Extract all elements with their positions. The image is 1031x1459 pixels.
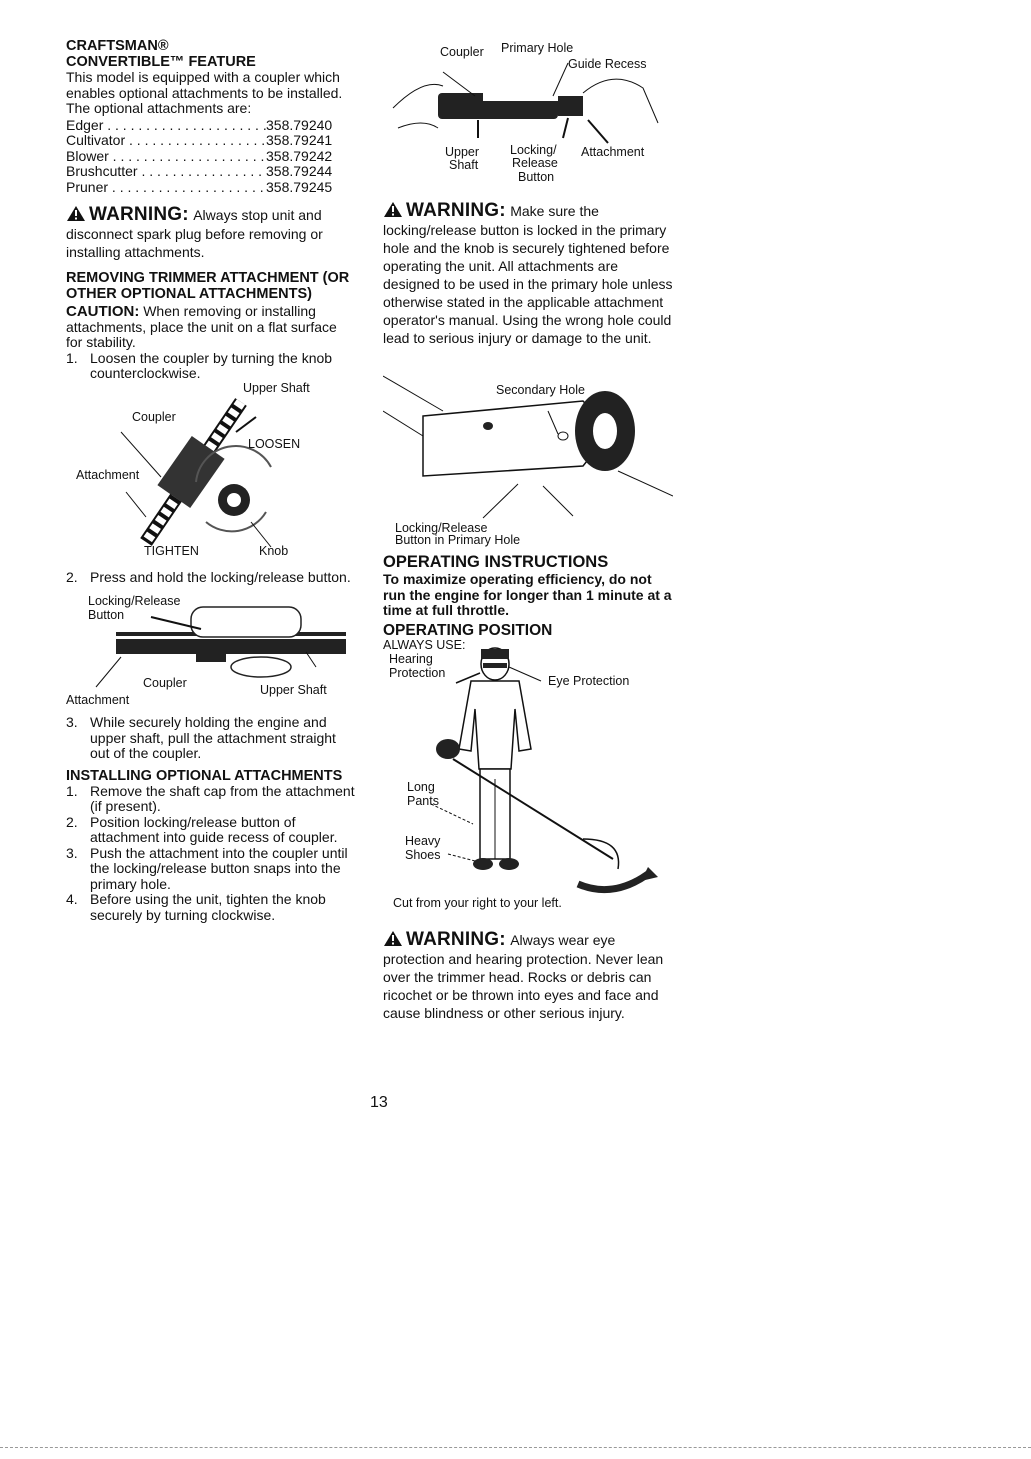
part-number: 358.79244: [266, 163, 333, 179]
part-name: Pruner . . .: [66, 180, 266, 196]
step-text: Loosen the coupler by turning the knob counterclockwise.: [90, 349, 333, 381]
label-knob: Knob: [259, 543, 289, 558]
label-hearing: Hearing: [389, 651, 433, 666]
part-row: [66, 164, 356, 180]
label-attachment: Attachment: [581, 145, 645, 159]
warning-heading: WARNING:: [406, 928, 506, 950]
warning-block-2: [383, 200, 673, 348]
figure-press-button: [66, 587, 356, 707]
label-button: Button: [518, 170, 555, 184]
removing-heading: REMOVING TRIMMER ATTACHMENT (OR OTHER OPTIONAL ATTACHMENTS): [66, 270, 350, 302]
step-number: 2.: [66, 813, 78, 830]
list-item: [66, 715, 356, 762]
label-always-use: ALWAYS USE:: [383, 637, 466, 652]
label-release: Release: [512, 156, 558, 170]
label-protection: Protection: [389, 665, 446, 680]
label-eye-protection: Eye Protection: [548, 673, 630, 688]
attachment-parts-list: [66, 118, 356, 196]
list-item: [66, 570, 356, 586]
warning-triangle-icon: [383, 930, 403, 947]
warning-heading: WARNING:: [406, 200, 506, 221]
label-locking: Locking/: [510, 143, 557, 157]
list-item: [66, 846, 356, 893]
step-text: Remove the shaft cap from the attachment (if present).: [90, 782, 355, 814]
label-coupler: Coupler: [143, 676, 187, 690]
label-coupler: Coupler: [440, 45, 484, 59]
page-bottom-divider: [0, 1447, 1031, 1448]
page-number: 13: [370, 1094, 388, 1111]
caution-text: When removing or installing attachments, place the unit on a flat surface for stability.: [66, 303, 337, 350]
step-text: While securely holding the engine and upper shaft, pull the attachment straight out of the coupler.: [90, 714, 336, 761]
label-button-in-primary-hole: Button in Primary Hole: [395, 533, 521, 547]
warning-triangle-icon: [383, 201, 403, 218]
label-locking-release: Locking/Release: [88, 594, 181, 608]
label-upper-shaft: Upper Shaft: [260, 683, 327, 697]
step-text: Position locking/release button of attachment into guide recess of coupler.: [90, 813, 338, 845]
list-item: [66, 351, 356, 382]
right-column: [383, 38, 673, 1023]
step-number: 3.: [66, 714, 78, 730]
warning-triangle-icon: [66, 205, 86, 222]
label-shaft: Shaft: [449, 158, 479, 172]
figure-coupler-closeup: [383, 38, 673, 190]
label-locking-release: Locking/Release: [395, 521, 488, 535]
list-item: [66, 892, 356, 923]
operating-instructions-heading: OPERATING INSTRUCTIONS: [383, 553, 609, 571]
cut-direction-caption: Cut from your right to your left.: [393, 895, 562, 910]
feature-title: CONVERTIBLE™ FEATURE: [66, 54, 256, 70]
remove-steps-2: [66, 570, 356, 586]
remove-steps-3: [66, 715, 356, 762]
installing-heading: INSTALLING OPTIONAL ATTACHMENTS: [66, 767, 343, 784]
part-number: 358.79242: [266, 147, 333, 164]
part-row: [66, 180, 356, 196]
list-item: [66, 815, 356, 846]
step-number: 1.: [66, 782, 78, 799]
operating-position-heading: OPERATING POSITION: [383, 621, 553, 639]
part-name: Brushcutter . . .: [66, 164, 266, 180]
label-shoes: Shoes: [405, 847, 441, 862]
list-item: [66, 784, 356, 815]
left-column: [66, 38, 356, 923]
label-upper: Upper: [445, 145, 480, 159]
step-text: Push the attachment into the coupler until the locking/release button snaps into the primary hole.: [90, 844, 348, 892]
part-number: 358.79245: [266, 178, 333, 195]
intro-paragraph: This model is equipped with a coupler which enables optional attachments to be installed. The optional attachments are:: [66, 69, 343, 116]
label-heavy: Heavy: [405, 833, 441, 848]
operator-illustration: [383, 639, 673, 919]
remove-steps-1: [66, 351, 356, 382]
step-number: 3.: [66, 844, 78, 861]
label-attachment: Attachment: [66, 693, 130, 707]
install-steps: [66, 784, 356, 924]
part-number: 358.79240: [266, 116, 333, 133]
label-coupler: Coupler: [132, 409, 176, 424]
caution-paragraph: [66, 304, 356, 351]
efficiency-note: To maximize operating efficiency, do not run the engine for longer than 1 minute at a time at full throttle.: [383, 571, 672, 618]
step-number: 4.: [66, 891, 78, 907]
step-text: Press and hold the locking/release button.: [90, 568, 351, 585]
step-text: Before using the unit, tighten the knob securely by turning clockwise.: [90, 891, 326, 923]
warning-heading: WARNING:: [89, 204, 189, 225]
warning-text: Always stop unit and disconnect spark plug before removing or installing attachments.: [66, 207, 323, 260]
warning-block-1: [66, 204, 356, 262]
label-loosen: LOOSEN: [248, 436, 301, 451]
part-row: [66, 133, 356, 149]
figure-operating-position: [383, 639, 673, 919]
label-button: Button: [88, 608, 125, 622]
label-guide-recess: Guide Recess: [568, 57, 647, 71]
label-attachment: Attachment: [76, 467, 140, 482]
step-number: 2.: [66, 568, 78, 585]
label-pants: Pants: [407, 793, 439, 808]
part-number: 358.79241: [266, 132, 333, 148]
part-name: Cultivator . . .: [66, 133, 266, 149]
warning-block-3: [383, 929, 673, 1023]
caution-heading: CAUTION:: [66, 303, 140, 320]
figure-loosen-knob: [66, 382, 356, 562]
label-upper-shaft: Upper Shaft: [243, 380, 310, 395]
label-tighten: TIGHTEN: [144, 543, 199, 558]
part-name: Blower . . .: [66, 149, 266, 165]
label-primary-hole: Primary Hole: [501, 41, 574, 55]
warning-text: Make sure the locking/release button is locked in the primary hole and the knob is securely tightened before operating the unit. All attachments are designed to be used in the primary hole unless otherwise stated in the applicable attachment operator's manual. Using the wrong hole could lead to serious injury or damage to the unit.: [383, 203, 673, 346]
figure-secondary-hole: [383, 356, 673, 546]
label-secondary-hole: Secondary Hole: [496, 383, 585, 397]
step-number: 1.: [66, 349, 78, 366]
warning-text: Always wear eye protection and hearing protection. Never lean over the trimmer head. Rocks or debris can ricochet or be thrown into eyes and face and cause blindness or other serious injury.: [383, 931, 664, 1021]
part-row: [66, 149, 356, 165]
part-row: [66, 118, 356, 134]
label-long: Long: [407, 779, 435, 794]
part-name: Edger . . .: [66, 118, 266, 134]
brand-title: CRAFTSMAN®: [66, 38, 169, 54]
